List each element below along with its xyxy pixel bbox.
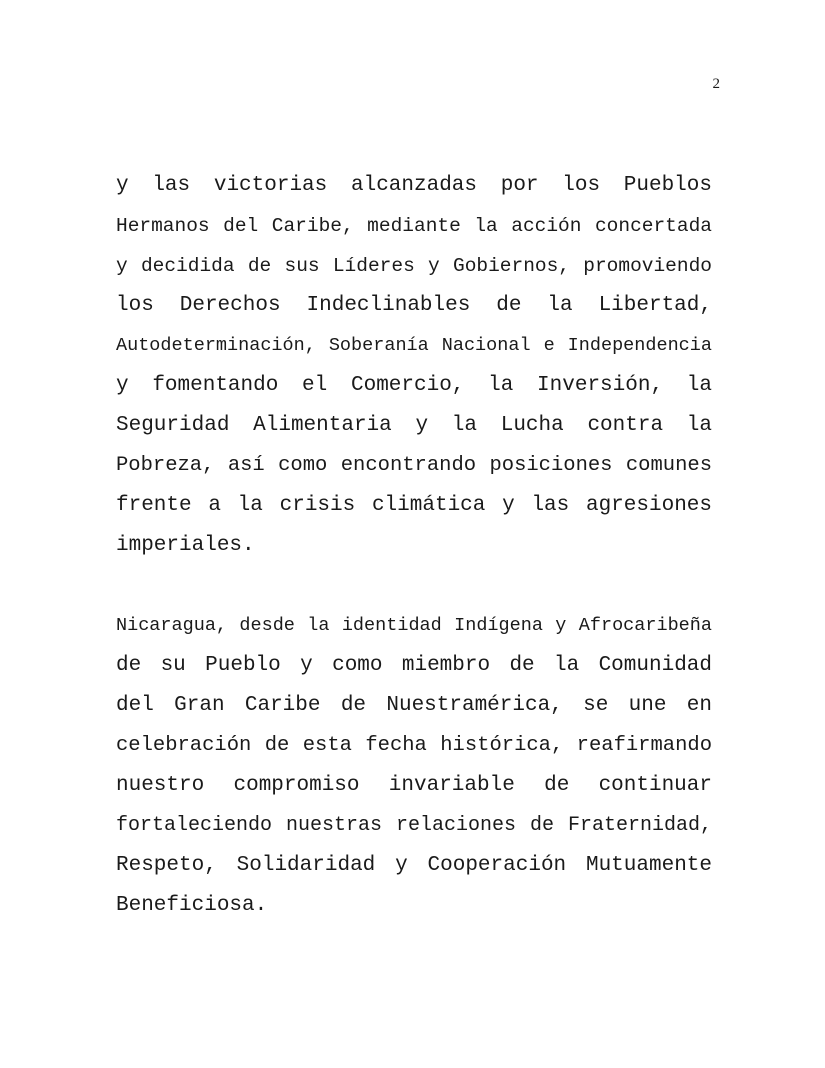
text-line: celebración de esta fecha histórica, reafirmando (116, 734, 712, 757)
page-number: 2 (712, 76, 720, 92)
text-line: frente a la crisis climática y las agresiones (116, 494, 712, 517)
text-line: Beneficiosa. (116, 894, 268, 917)
text-line: nuestro compromiso invariable de continuar (116, 774, 712, 797)
text-line: Autodeterminación, Soberanía Nacional e Independencia (116, 335, 712, 356)
text-line: fortaleciendo nuestras relaciones de Fraternidad, (116, 814, 712, 837)
text-line: imperiales. (116, 534, 255, 557)
text-line: y las victorias alcanzadas por los Pueblos (116, 174, 712, 197)
text-line: y fomentando el Comercio, la Inversión, la (116, 374, 712, 397)
text-line: Pobreza, así como encontrando posiciones comunes (116, 454, 712, 477)
text-line: Respeto, Solidaridad y Cooperación Mutuamente (116, 854, 712, 877)
text-line: de su Pueblo y como miembro de la Comunidad (116, 654, 712, 677)
text-line: Nicaragua, desde la identidad Indígena y Afrocaribeña (116, 615, 712, 636)
text-line: Hermanos del Caribe, mediante la acción concertada (116, 215, 712, 237)
text-line: del Gran Caribe de Nuestramérica, se une en (116, 694, 712, 717)
text-line: Seguridad Alimentaria y la Lucha contra la (116, 414, 712, 437)
text-line: y decidida de sus Líderes y Gobiernos, promoviendo (116, 255, 712, 277)
text-line: los Derechos Indeclinables de la Libertad, (116, 294, 712, 317)
